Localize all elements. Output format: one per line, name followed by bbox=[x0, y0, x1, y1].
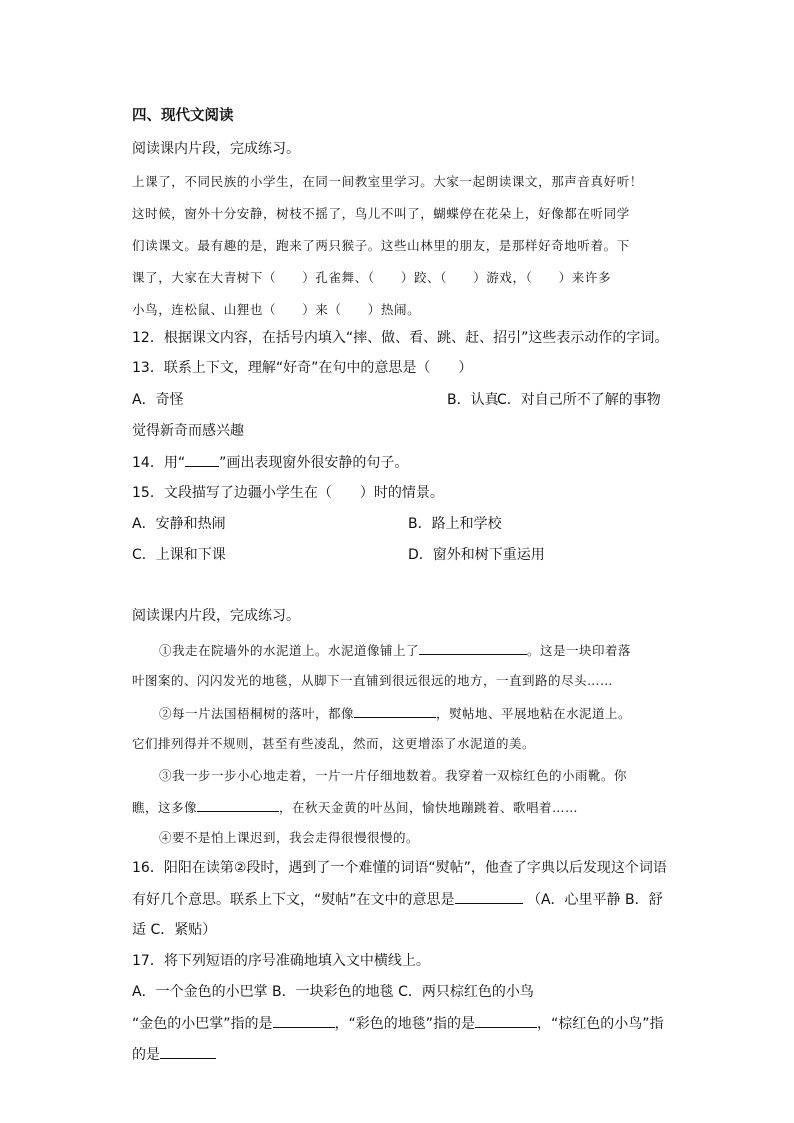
passage1-line: 课了，大家在大青树下（ ）孔雀舞、（ ）跤、（ ）游戏，（ ）来许多 bbox=[132, 270, 612, 285]
question-15-options-row2 bbox=[132, 545, 672, 565]
question-13-stem: 13．联系上下文，理解“好奇”在句中的意思是（ ） bbox=[132, 360, 473, 376]
passage2-para4: ④要不是怕上课迟到，我会走得很慢很慢的。 bbox=[159, 830, 420, 845]
passage1-instruction: 阅读课内片段，完成练习。 bbox=[132, 141, 300, 157]
option-b[interactable]: B．路上和学校 bbox=[408, 516, 502, 532]
answer-blank[interactable] bbox=[475, 1013, 537, 1028]
passage2-line: 叶图案的、闪闪发光的地毯，从脚下一直铺到很远很远的地方，一直到路的尽头…… bbox=[132, 673, 614, 688]
underline-mark bbox=[185, 452, 219, 467]
section-title: 四、现代文阅读 bbox=[132, 108, 234, 124]
question-14 bbox=[132, 452, 408, 473]
question-17-options: A．一个金色的小巴掌 B．一块彩色的地毯 C．两只棕红色的小鸟 bbox=[132, 984, 534, 1000]
question-15-options-row1 bbox=[132, 514, 672, 534]
answer-blank[interactable] bbox=[160, 1044, 216, 1059]
option-c[interactable]: C．上课和下课 bbox=[132, 547, 226, 563]
passage2-instruction: 阅读课内片段，完成练习。 bbox=[132, 608, 300, 624]
question-17-line2: 的是 bbox=[132, 1044, 216, 1065]
question-12: 12．根据课文内容，在括号内填入“摔、做、看、跳、赶、招引”这些表示动作的字词。 bbox=[132, 330, 669, 346]
option-b[interactable]: B．认真 bbox=[447, 392, 499, 408]
question-14-pre: 14．用“ bbox=[132, 455, 186, 471]
question-17-line1: “金色的小巴掌”指的是 ，“彩色的地毯”指的是 ，“棕红色的小鸟”指 bbox=[132, 1013, 664, 1034]
question-16-line2: 有好几个意思。联系上下文，“熨帖”在文中的意思是 （A．心里平静 B．舒 bbox=[132, 889, 663, 910]
answer-blank[interactable] bbox=[273, 1013, 335, 1028]
question-13-options bbox=[132, 390, 672, 410]
question-15-stem: 15．文段描写了边疆小学生在（ ）时的情景。 bbox=[132, 485, 444, 501]
passage2-para2: ②每一片法国梧桐树的落叶，都像 ，熨帖地、平展地粘在水泥道上。 bbox=[159, 703, 631, 724]
answer-blank[interactable] bbox=[197, 797, 279, 812]
question-16-line3: 适 C．紧贴） bbox=[132, 922, 217, 938]
passage1-line: 上课了，不同民族的小学生，在同一间教室里学习。大家一起朗读课文，那声音真好听！ bbox=[132, 174, 643, 189]
passage1-line: 们读课文。最有趣的是，跑来了两只猴子。这些山林里的朋友，是那样好奇地听着。下 bbox=[132, 238, 630, 253]
passage2-para3: ③我一步一步小心地走着，一片一片仔细地数着。我穿着一双棕红色的小雨靴。你 bbox=[159, 768, 628, 783]
answer-blank[interactable] bbox=[455, 889, 523, 904]
option-c-continued: 觉得新奇而感兴趣 bbox=[132, 423, 244, 439]
answer-blank[interactable] bbox=[354, 703, 436, 718]
passage1-line: 小鸟，连松鼠、山狸也（ ）来（ ）热闹。 bbox=[132, 302, 421, 317]
option-d[interactable]: D．窗外和树下重运用 bbox=[408, 547, 545, 563]
question-16-line1: 16．阳阳在读第②段时，遇到了一个难懂的词语“熨帖”，他查了字典以后发现这个词语 bbox=[132, 860, 667, 876]
option-a[interactable]: A．安静和热闹 bbox=[132, 516, 226, 532]
question-17-stem: 17．将下列短语的序号准确地填入文中横线上。 bbox=[132, 953, 430, 969]
passage1-line: 这时候，窗外十分安静，树枝不摇了，鸟儿不叫了，蝴蝶停在花朵上，好像都在听同学 bbox=[132, 206, 630, 221]
passage2-line: 瞧，这多像 ，在秋天金黄的叶丛间，愉快地蹦跳着、歌唱着…… bbox=[132, 797, 578, 818]
passage2-line: 它们排列得并不规则，甚至有些凌乱，然而，这更增添了水泥道的美。 bbox=[132, 736, 536, 751]
option-a[interactable]: A．奇怪 bbox=[132, 392, 184, 408]
option-c[interactable]: C．对自己所不了解的事物 bbox=[497, 392, 661, 408]
question-14-post: ”画出表现窗外很安静的句子。 bbox=[219, 455, 409, 471]
answer-blank[interactable] bbox=[419, 640, 527, 655]
passage2-para1: ①我走在院墙外的水泥道上。水泥道像铺上了 。这是一块印着落 bbox=[159, 640, 631, 661]
